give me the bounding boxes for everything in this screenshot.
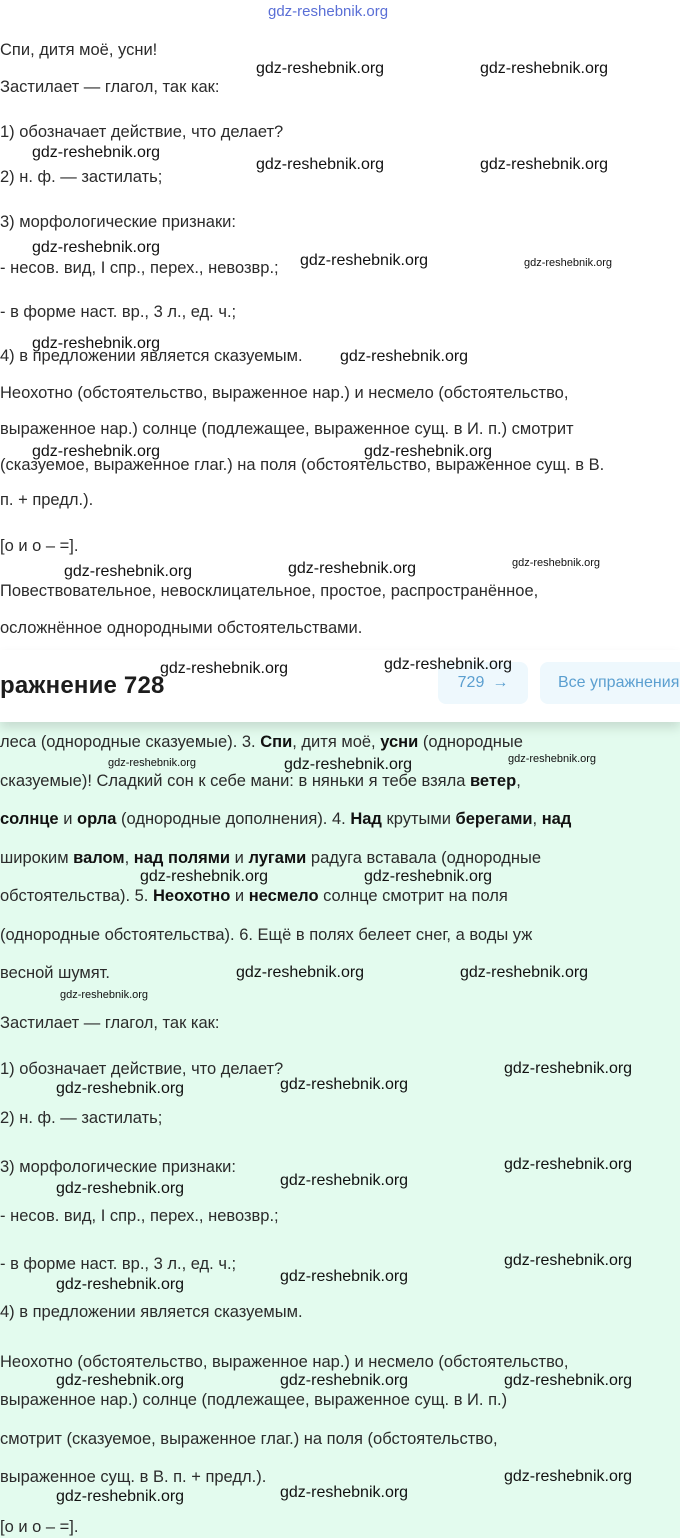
text-line: (сказуемое, выраженное глаг.) на поля (обстоятельство, выраженное сущ. в В.	[0, 456, 605, 474]
watermark: gdz-reshebnik.org	[236, 964, 365, 981]
text-line: Неохотно (обстоятельство, выраженное нар.) и несмело (обстоятельство,	[0, 384, 569, 402]
watermark: gdz-reshebnik.org	[56, 1180, 185, 1197]
watermark: gdz-reshebnik.org	[140, 868, 269, 885]
watermark: gdz-reshebnik.org	[504, 1252, 633, 1269]
text-line: Повествовательное, невосклицательное, простое, распространённое,	[0, 582, 539, 600]
text-line: 4) в предложении является сказуемым.	[0, 1303, 303, 1321]
watermark: gdz-reshebnik.org	[288, 560, 417, 577]
watermark: gdz-reshebnik.org	[280, 1076, 409, 1093]
text-line: - несов. вид, I спр., перех., невозвр.;	[0, 259, 279, 277]
text-line: 2) н. ф. — застилать;	[0, 1109, 163, 1127]
next-exercise-label: 729	[457, 674, 485, 691]
watermark: gdz-reshebnik.org	[480, 60, 609, 77]
watermark: gdz-reshebnik.org	[504, 1468, 633, 1485]
text-line: выраженное нар.) солнце (подлежащее, выраженное сущ. в И. п.)	[0, 1391, 508, 1409]
watermark: gdz-reshebnik.org	[60, 989, 149, 1001]
all-exercises-button[interactable]	[540, 662, 680, 704]
watermark: gdz-reshebnik.org	[32, 239, 161, 256]
watermark: gdz-reshebnik.org	[508, 753, 597, 765]
watermark: gdz-reshebnik.org	[32, 335, 161, 352]
watermark: gdz-reshebnik.org	[256, 156, 385, 173]
text-line: Застилает — глагол, так как:	[0, 1014, 220, 1032]
watermark: gdz-reshebnik.org	[56, 1276, 185, 1293]
arrow-right-icon: →	[492, 674, 509, 691]
watermark: gdz-reshebnik.org	[284, 756, 413, 773]
text-line: 1) обозначает действие, что делает?	[0, 123, 284, 141]
watermark: gdz-reshebnik.org	[256, 60, 385, 77]
watermark: gdz-reshebnik.org	[108, 757, 197, 769]
text-line: 4) в предложении является сказуемым.	[0, 347, 303, 365]
watermark: gdz-reshebnik.org	[504, 1060, 633, 1077]
watermark: gdz-reshebnik.org	[280, 1268, 409, 1285]
watermark: gdz-reshebnik.org	[364, 443, 493, 460]
watermark: gdz-reshebnik.org	[280, 1172, 409, 1189]
text-line: обстоятельства). 5. Неохотно и несмело солнце смотрит на поля	[0, 887, 508, 905]
watermark: gdz-reshebnik.org	[160, 660, 289, 677]
text-line: осложнённое однородными обстоятельствами.	[0, 619, 363, 637]
text-line: широким валом, над полями и лугами радуга вставала (однородные	[0, 849, 542, 867]
watermark: gdz-reshebnik.org	[56, 1488, 185, 1505]
text-line: - в форме наст. вр., 3 л., ед. ч.;	[0, 303, 237, 321]
watermark: gdz-reshebnik.org	[384, 656, 513, 673]
text-line: [о и о – =].	[0, 1518, 79, 1536]
watermark: gdz-reshebnik.org	[300, 252, 429, 269]
text-line: (однородные обстоятельства). 6. Ещё в полях белеет снег, а воды уж	[0, 926, 533, 944]
text-line: - несов. вид, I спр., перех., невозвр.;	[0, 1207, 279, 1225]
text-line: леса (однородные сказуемые). 3. Спи, дитя моё, усни (однородные	[0, 733, 523, 751]
watermark: gdz-reshebnik.org	[460, 964, 589, 981]
text-line: 1) обозначает действие, что делает?	[0, 1060, 284, 1078]
watermark: gdz-reshebnik.org	[32, 144, 161, 161]
text-line: 3) морфологические признаки:	[0, 213, 236, 231]
answer-part-2	[0, 722, 680, 1538]
text-line: солнце и орла (однородные дополнения). 4. Над крутыми берегами, над	[0, 810, 572, 828]
text-line: выраженное нар.) солнце (подлежащее, выраженное сущ. в И. п.) смотрит	[0, 420, 574, 438]
exercise-title: ражнение 728	[0, 672, 165, 699]
all-exercises-label: Все упражнения	[558, 674, 680, 691]
watermark: gdz-reshebnik.org	[512, 557, 601, 569]
text-line: 3) морфологические признаки:	[0, 1158, 236, 1176]
text-line: весной шумят.	[0, 964, 110, 982]
text-line: 2) н. ф. — застилать;	[0, 168, 163, 186]
watermark: gdz-reshebnik.org	[280, 1484, 409, 1501]
watermark: gdz-reshebnik.org	[524, 257, 613, 269]
top-watermark: gdz-reshebnik.org	[268, 3, 389, 20]
watermark: gdz-reshebnik.org	[364, 868, 493, 885]
text-line: [о и о – =].	[0, 537, 79, 555]
text-line: выраженное сущ. в В. п. + предл.).	[0, 1468, 267, 1486]
watermark: gdz-reshebnik.org	[480, 156, 609, 173]
watermark: gdz-reshebnik.org	[56, 1372, 185, 1389]
watermark: gdz-reshebnik.org	[340, 348, 469, 365]
text-line: сказуемые)! Сладкий сон к себе мани: в няньки я тебе взяла ветер,	[0, 772, 521, 790]
watermark: gdz-reshebnik.org	[64, 563, 193, 580]
watermark: gdz-reshebnik.org	[504, 1372, 633, 1389]
next-exercise-button[interactable]	[438, 662, 528, 704]
watermark: gdz-reshebnik.org	[280, 1372, 409, 1389]
watermark: gdz-reshebnik.org	[504, 1156, 633, 1173]
text-line: п. + предл.).	[0, 491, 94, 509]
text-line: смотрит (сказуемое, выраженное глаг.) на поля (обстоятельство,	[0, 1430, 498, 1448]
text-line: - в форме наст. вр., 3 л., ед. ч.;	[0, 1255, 237, 1273]
text-line: Спи, дитя моё, усни!	[0, 41, 158, 59]
watermark: gdz-reshebnik.org	[32, 443, 161, 460]
text-line: Застилает — глагол, так как:	[0, 78, 220, 96]
text-line: Неохотно (обстоятельство, выраженное нар.) и несмело (обстоятельство,	[0, 1353, 569, 1371]
watermark: gdz-reshebnik.org	[56, 1080, 185, 1097]
